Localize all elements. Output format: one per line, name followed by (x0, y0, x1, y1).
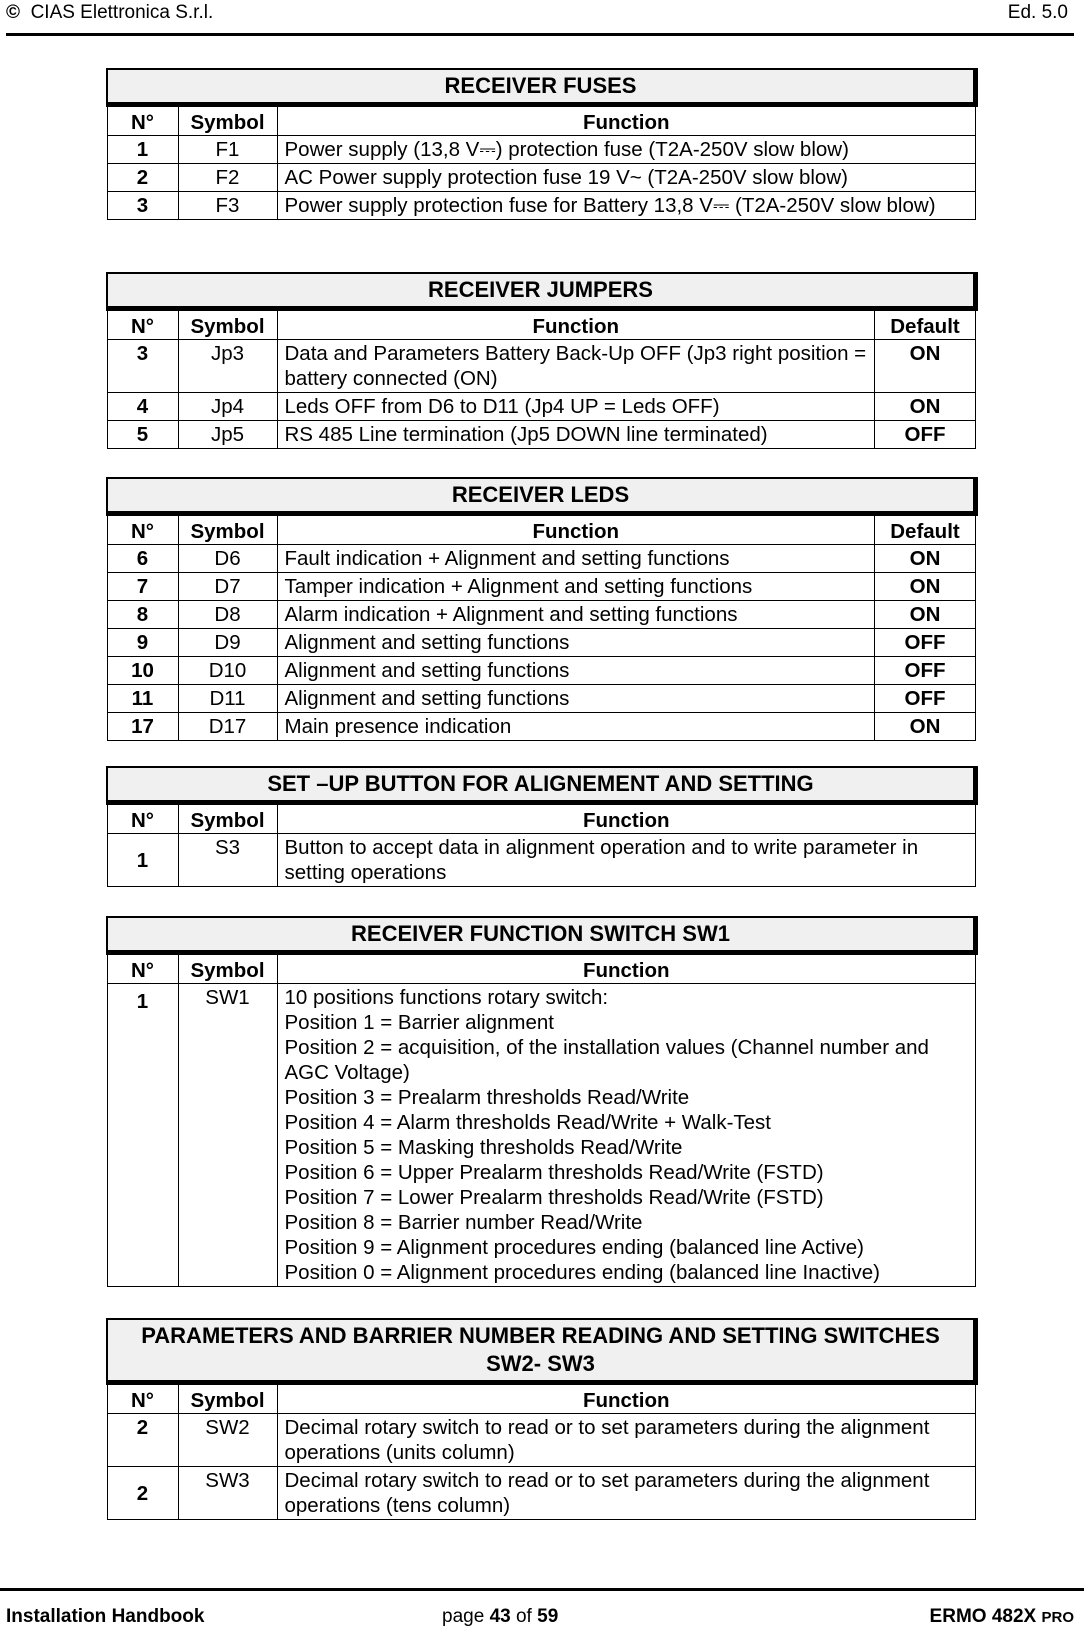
page-footer (0, 1588, 1084, 1630)
jumpers-title: RECEIVER JUMPERS (107, 273, 976, 309)
page-header (6, 0, 1074, 36)
table-row: 2 F2 AC Power supply protection fuse 19 V~ (T2A-250V slow blow) (107, 164, 976, 192)
table-row: 5 Jp5 RS 485 Line termination (Jp5 DOWN line terminated) OFF (107, 421, 976, 449)
table-row: 7 D7 Tamper indication + Alignment and setting functions ON (107, 573, 976, 601)
table-row: 17 D17 Main presence indication ON (107, 713, 976, 741)
table-row: 1 F1 Power supply (13,8 V⎓) protection fuse (T2A-250V slow blow) (107, 136, 976, 164)
table-row: 11 D11 Alignment and setting functions OFF (107, 685, 976, 713)
table-row: 3 Jp3 Data and Parameters Battery Back-Up OFF (Jp3 right position = battery connected (ON) ON (107, 340, 976, 393)
table-row: 2 SW2 Decimal rotary switch to read or to set parameters during the alignment operations (units column) (107, 1414, 976, 1467)
sw1-title: RECEIVER FUNCTION SWITCH SW1 (107, 917, 976, 953)
table-row: 3 F3 Power supply protection fuse for Battery 13,8 V⎓ (T2A-250V slow blow) (107, 192, 976, 220)
table-row: 9 D9 Alignment and setting functions OFF (107, 629, 976, 657)
leds-title: RECEIVER LEDS (107, 478, 976, 514)
table-row: 8 D8 Alarm indication + Alignment and setting functions ON (107, 601, 976, 629)
setup-table: SET –UP BUTTON FOR ALIGNEMENT AND SETTING N° Symbol Function 1 S3 Button to accept data in alignment operation and to write parameter in setting operations (106, 766, 978, 887)
fuses-title: RECEIVER FUSES (107, 69, 976, 105)
table-row: 1 SW1 10 positions functions rotary switch: Position 1 = Barrier alignment Position 2 = acquisition, of the installation values (Channel number and AGC Voltage) Position 3 = Prealarm thresholds Read/Write Position 4 = Alarm thresholds Read/Write + Walk-Test Position 5 = Masking thresholds Read/Write Position 6 = Upper Prealarm thresholds Read/Write (FSTD) Position 7 = Lower Prealarm thresholds Read/Write (FSTD) Position 8 = Barrier number Read/Write Position 9 = Alignment procedures ending (balanced line Active) Position 0 = Alignment procedures ending (balanced line Inactive) (107, 984, 976, 1287)
col-symbol: Symbol (178, 105, 277, 136)
table-row: 10 D10 Alignment and setting functions OFF (107, 657, 976, 685)
params-title: PARAMETERS AND BARRIER NUMBER READING AND SETTING SWITCHES SW2- SW3 (107, 1319, 976, 1383)
company-name: © CIAS Elettronica S.r.l. (6, 2, 214, 23)
fuses-table (106, 68, 978, 220)
table-row: 6 D6 Fault indication + Alignment and setting functions ON (107, 545, 976, 573)
table-row: 2 SW3 Decimal rotary switch to read or to set parameters during the alignment operations (tens column) (107, 1467, 976, 1520)
footer-title: Installation Handbook (6, 1606, 205, 1627)
params-table: PARAMETERS AND BARRIER NUMBER READING AND SETTING SWITCHES SW2- SW3 N° Symbol Function 2 SW2 Decimal rotary switch to read or to set parameters during the alignment operations (units column) 2 SW3 Decimal rotary switch to read or to set parameters during the alignment operations (tens column) (106, 1318, 978, 1520)
table-row: 1 S3 Button to accept data in alignment operation and to write parameter in setting operations (107, 834, 976, 887)
page-number: page 43 of 59 (442, 1606, 559, 1627)
col-function: Function (277, 105, 976, 136)
col-n: N° (107, 105, 178, 136)
product-name: ERMO 482X PRO (929, 1606, 1074, 1627)
sw1-table: RECEIVER FUNCTION SWITCH SW1 N° Symbol Function 1 SW1 10 positions functions rotary switch: Position 1 = Barrier alignment Position 2 = acquisition, of the installation values (Channel number and AGC Voltage) Position 3 = Prealarm thresholds Read/Write Position 4 = Alarm thresholds Read/Write + Walk-Test Position 5 = Masking thresholds Read/Write Position 6 = Upper Prealarm thresholds Read/Write (FSTD) Position 7 = Lower Prealarm thresholds Read/Write (FSTD) Position 8 = Barrier number Read/Write Position 9 = Alignment procedures ending (balanced line Active) Position 0 = Alignment procedures ending (balanced line Inactive) (106, 916, 978, 1287)
edition: Ed. 5.0 (1007, 2, 1068, 23)
table-row: 4 Jp4 Leds OFF from D6 to D11 (Jp4 UP = Leds OFF) ON (107, 393, 976, 421)
setup-title: SET –UP BUTTON FOR ALIGNEMENT AND SETTING (107, 767, 976, 803)
leds-table: RECEIVER LEDS N° Symbol Function Default 6 D6 Fault indication + Alignment and setting functions ON 7 D7 Tamper indication + Alignment and setting functions ON 8 D8 Alarm indication + Alignment and setting functions ON 9 D9 Alignment and setting functions OFF 10 D10 Alignment and setting functions OFF 11 D11 Alignment and setting functions OFF 17 D17 Main presence indication ON (106, 477, 978, 741)
jumpers-table: RECEIVER JUMPERS N° Symbol Function Default 3 Jp3 Data and Parameters Battery Back-Up OFF (Jp3 right position = battery connected (ON) ON 4 Jp4 Leds OFF from D6 to D11 (Jp4 UP = Leds OFF) ON 5 Jp5 RS 485 Line termination (Jp5 DOWN line terminated) OFF (106, 272, 978, 449)
sw1-positions: 10 positions functions rotary switch: Position 1 = Barrier alignment Position 2 = acquisition, of the installation values (Channel number and AGC Voltage) Position 3 = Prealarm thresholds Read/Write Position 4 = Alarm thresholds Read/Write + Walk-Test Position 5 = Masking thresholds Read/Write Position 6 = Upper Prealarm thresholds Read/Write (FSTD) Position 7 = Lower Prealarm thresholds Read/Write (FSTD) Position 8 = Barrier number Read/Write Position 9 = Alignment procedures ending (balanced line Active) Position 0 = Alignment procedures ending (balanced line Inactive) (277, 984, 976, 1287)
